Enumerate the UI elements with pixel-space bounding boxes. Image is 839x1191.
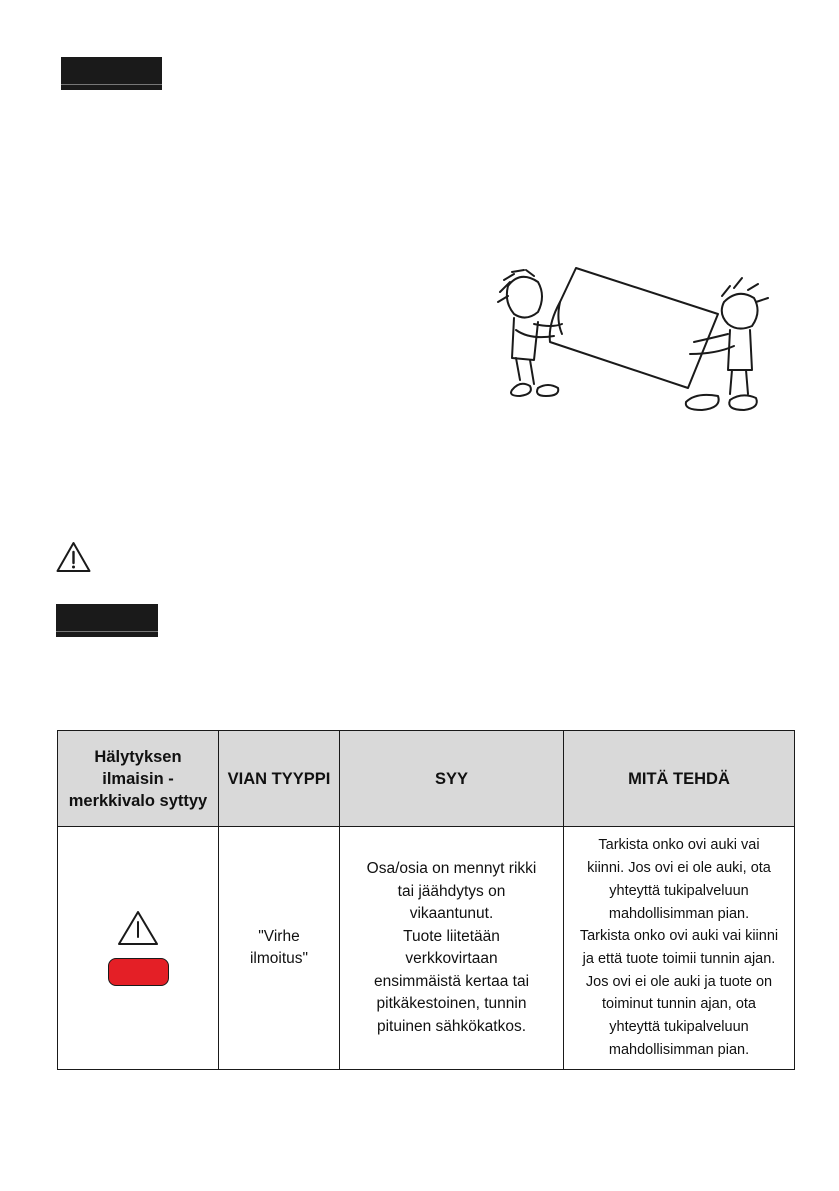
table-header-row [58, 731, 795, 827]
section-heading-bar-bottom [56, 604, 158, 637]
cause-cell: Osa/osia on mennyt rikki tai jäähdytys on vikaantunut. Tuote liitetään verkkovirtaan ensimmäistä kertaa tai pitkäkestoinen, tunnin pituinen sähkökatkos. [340, 827, 564, 1070]
header-indicator: Hälytyksen ilmaisin - merkkivalo syttyy [58, 731, 219, 827]
table-row [58, 827, 795, 1070]
people-carrying-appliance-illustration [490, 262, 780, 417]
fault-indicator-table [57, 730, 795, 1070]
warning-triangle-icon [55, 540, 92, 574]
warning-triangle-icon [117, 910, 159, 946]
header-fault-type: VIAN TYYPPI [219, 731, 340, 827]
section-heading-bar-top [61, 57, 162, 90]
red-alarm-indicator-icon [108, 958, 169, 986]
indicator-cell [58, 827, 219, 1070]
fault-type-cell: "Virhe ilmoitus" [219, 827, 340, 1070]
header-cause: SYY [340, 731, 564, 827]
action-cell: Tarkista onko ovi auki vai kiinni. Jos ovi ei ole auki, ota yhteyttä tukipalveluun mahdollisimman pian. Tarkista onko ovi auki vai kiinni ja että tuote toimii tunnin ajan. Jos ovi ei ole auki ja tuote on toiminut tunnin ajan, ota yhteyttä tukipalveluun mahdollisimman pian. [564, 827, 795, 1070]
header-action: MITÄ TEHDÄ [564, 731, 795, 827]
